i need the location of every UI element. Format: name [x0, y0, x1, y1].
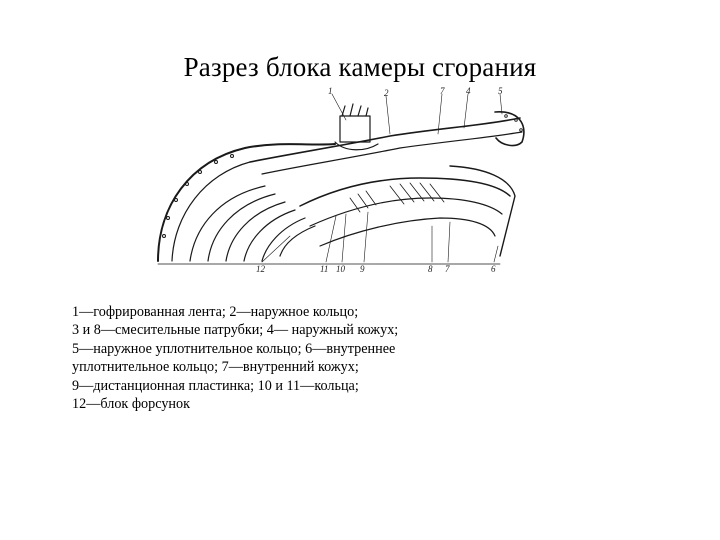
callout-11: 11 [320, 264, 329, 274]
callout-2: 2 [384, 88, 389, 98]
legend-line: 9—дистанционная пластинка; 10 и 11—кольца; [72, 377, 359, 394]
callout-6: 6 [491, 264, 496, 274]
figure-legend [72, 303, 492, 413]
callout-7: 7 [440, 86, 445, 96]
callout-5: 5 [498, 86, 503, 96]
callout-9: 9 [360, 264, 365, 274]
legend-line: 1—гофрированная лента; 2—наружное кольцо; [72, 304, 359, 320]
callout-12: 12 [256, 264, 265, 274]
legend-line: 5—наружное уплотнительное кольцо; 6—внутреннее [72, 340, 396, 357]
legend-line: уплотнительное кольцо; 7—внутренний кожух; [72, 359, 359, 376]
combustion-chamber-section-drawing [150, 86, 530, 276]
legend-line: 3 и 8—смесительные патрубки; 4— наружный кожух; [72, 322, 399, 339]
callout-8: 8 [428, 264, 433, 274]
callout-10: 10 [336, 264, 345, 274]
callout-1: 1 [328, 86, 333, 96]
callout-4: 4 [466, 86, 471, 96]
slide-title: Разрез блока камеры сгорания [183, 52, 537, 82]
callout-7b: 7 [445, 264, 450, 274]
legend-line: 12—блок форсунок [72, 396, 191, 413]
